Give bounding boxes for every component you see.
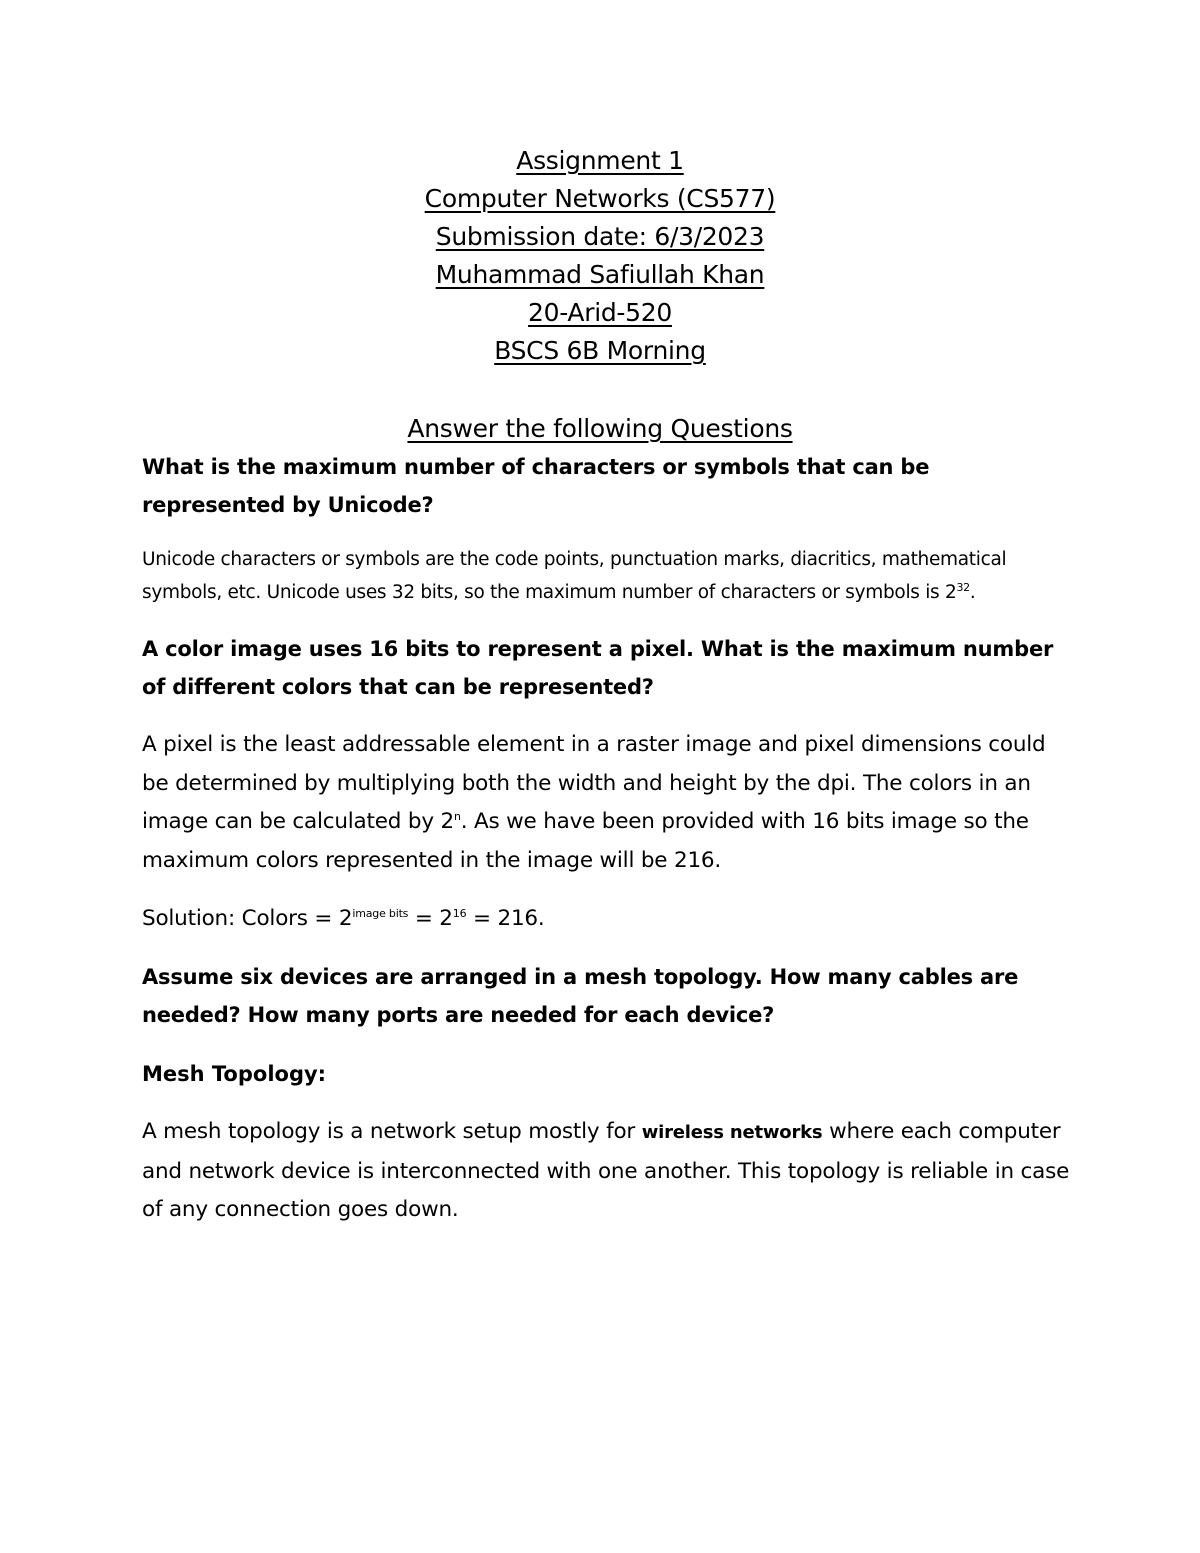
- student-name: Muhammad Safiullah Khan: [435, 260, 765, 289]
- document-header: [0, 142, 1200, 370]
- question-2: A color image uses 16 bits to represent a pixel. What is the maximum number of different colors that can be represented?: [142, 637, 1054, 699]
- answer-1-text: Unicode characters or symbols are the code points, punctuation marks, diacritics, mathematical symbols, etc. Unicode uses 32 bits, so the maximum number of characters or symbols is 2: [142, 549, 1007, 603]
- course-name: Computer Networks (CS577): [424, 184, 776, 213]
- student-id: 20-Arid-520: [528, 298, 672, 327]
- solution-label: Solution: Colors = 2: [142, 906, 353, 931]
- answer-3: [142, 1113, 1072, 1230]
- class-section: BSCS 6B Morning: [494, 336, 706, 365]
- answer-1-exponent: 32: [956, 580, 970, 594]
- answer-3-part1: A mesh topology is a network setup mostly for: [142, 1119, 642, 1144]
- question-3: Assume six devices are arranged in a mesh topology. How many cables are needed? How many ports are needed for each device?: [142, 965, 1019, 1027]
- answer-3-part2: where each computer and network device is interconnected with one another. This topology is reliable in case of any connection goes down.: [142, 1119, 1070, 1222]
- solution-line: [142, 900, 1072, 939]
- section-title: Answer the following Questions: [407, 414, 793, 443]
- assignment-title: Assignment 1: [516, 146, 684, 175]
- solution-end: = 216.: [466, 906, 545, 931]
- solution-exponent-2: 16: [452, 906, 467, 920]
- answer-3-bold: wireless networks: [641, 1122, 823, 1143]
- solution-exponent-1: image bits: [352, 906, 409, 920]
- submission-date: Submission date: 6/3/2023: [435, 222, 765, 251]
- answer-2-exponent: n: [453, 809, 461, 823]
- answer-2: [142, 726, 1072, 880]
- answer-2-part2: . As we have been provided with 16 bits image so the maximum colors represented in the image will be 216.: [142, 809, 1029, 873]
- answer-2-part1: A pixel is the least addressable element in a raster image and pixel dimensions could be determined by multiplying both the width and height by the dpi. The colors in an image can be calculated by 2: [142, 732, 1046, 834]
- solution-mid: = 2: [408, 906, 453, 931]
- question-1: What is the maximum number of characters or symbols that can be represented by Unicode?: [142, 455, 930, 517]
- answer-1-end: .: [969, 582, 976, 603]
- mesh-topology-heading: Mesh Topology:: [142, 1062, 327, 1086]
- answer-1: [142, 543, 1072, 609]
